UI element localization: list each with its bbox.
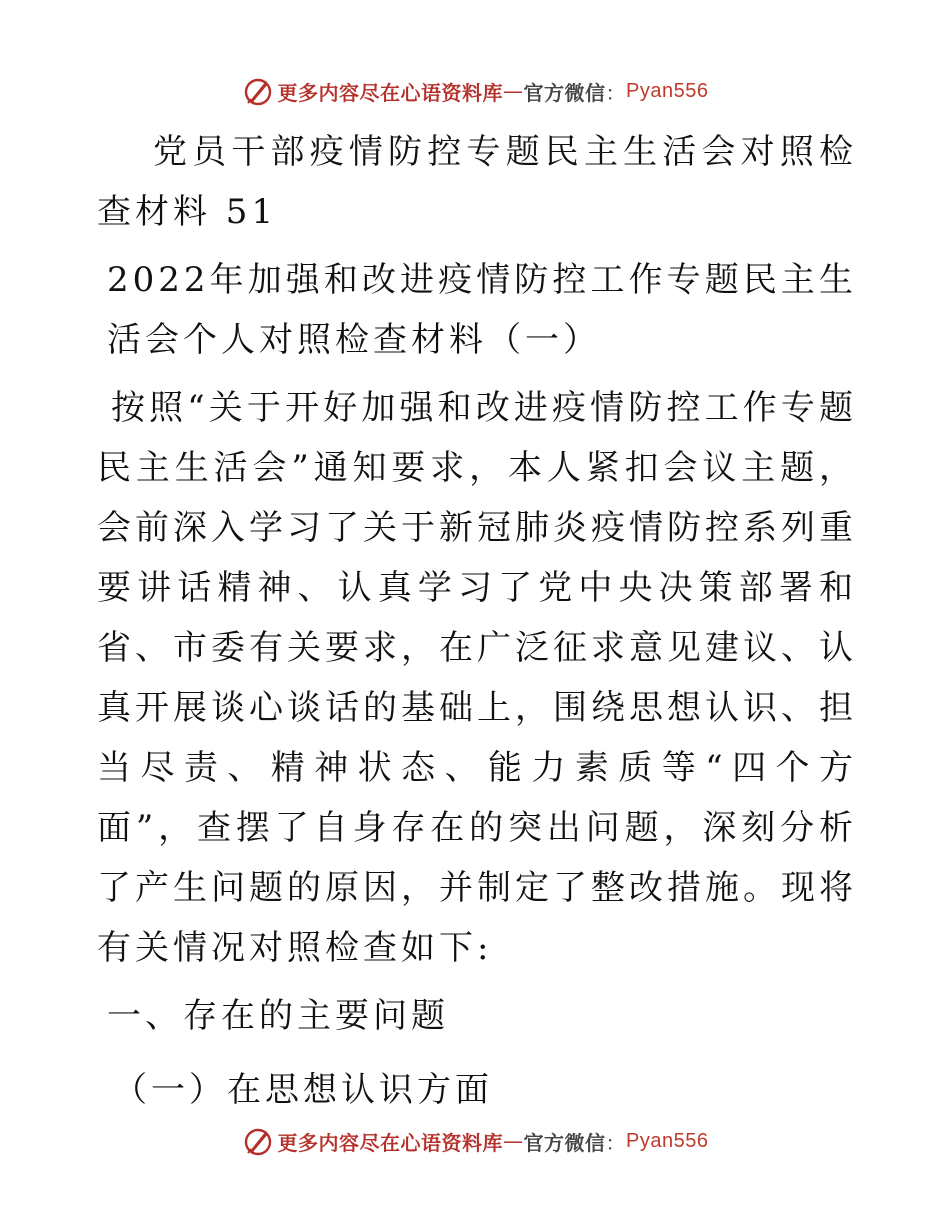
section-heading: 一、存在的主要问题 xyxy=(107,996,449,1036)
banner-separator: — xyxy=(503,79,524,103)
quill-pen-logo-icon xyxy=(242,75,274,107)
document-subtitle: 2022年加强和改进疫情防控工作专题民主生活会个人对照检查材料（一） xyxy=(107,260,857,360)
footer-banner xyxy=(0,1121,950,1161)
quill-pen-logo-icon xyxy=(242,1125,274,1157)
banner-colon: ： xyxy=(605,80,627,105)
banner-wechat-id: Pyan556 xyxy=(626,1129,709,1152)
intro-paragraph: 按照“关于开好加强和改进疫情防控工作专题民主生活会”通知要求，本人紧扣会议主题，会前深入学习了关于新冠肺炎疫情防控系列重要讲话精神、认真学习了党中央决策部署和省、市委有关要求，在广泛征求意见建议、认真开展谈心谈话的基础上，围绕思想认识、担当尽责、精神状态、能力素质等“四个方面”，查摆了自身存在的突出问题，深刻分析了产生问题的原因，并制定了整改措施。现将有关情况对照检查如下: xyxy=(97,388,857,968)
banner-separator: — xyxy=(503,1129,524,1153)
banner-label: 官方微信 xyxy=(523,80,606,105)
document-title: 党员干部疫情防控专题民主生活会对照检查材料 51 xyxy=(97,132,857,232)
banner-wechat-id: Pyan556 xyxy=(626,79,709,102)
header-banner xyxy=(0,71,950,111)
banner-label: 官方微信 xyxy=(523,1130,606,1155)
banner-main-text: 更多内容尽在心语资料库 xyxy=(277,80,504,105)
subsection-heading: （一）在思想认识方面 xyxy=(113,1070,493,1110)
banner-main-text: 更多内容尽在心语资料库 xyxy=(277,1130,504,1155)
banner-colon: ： xyxy=(605,1130,627,1155)
document-body xyxy=(97,122,857,1120)
